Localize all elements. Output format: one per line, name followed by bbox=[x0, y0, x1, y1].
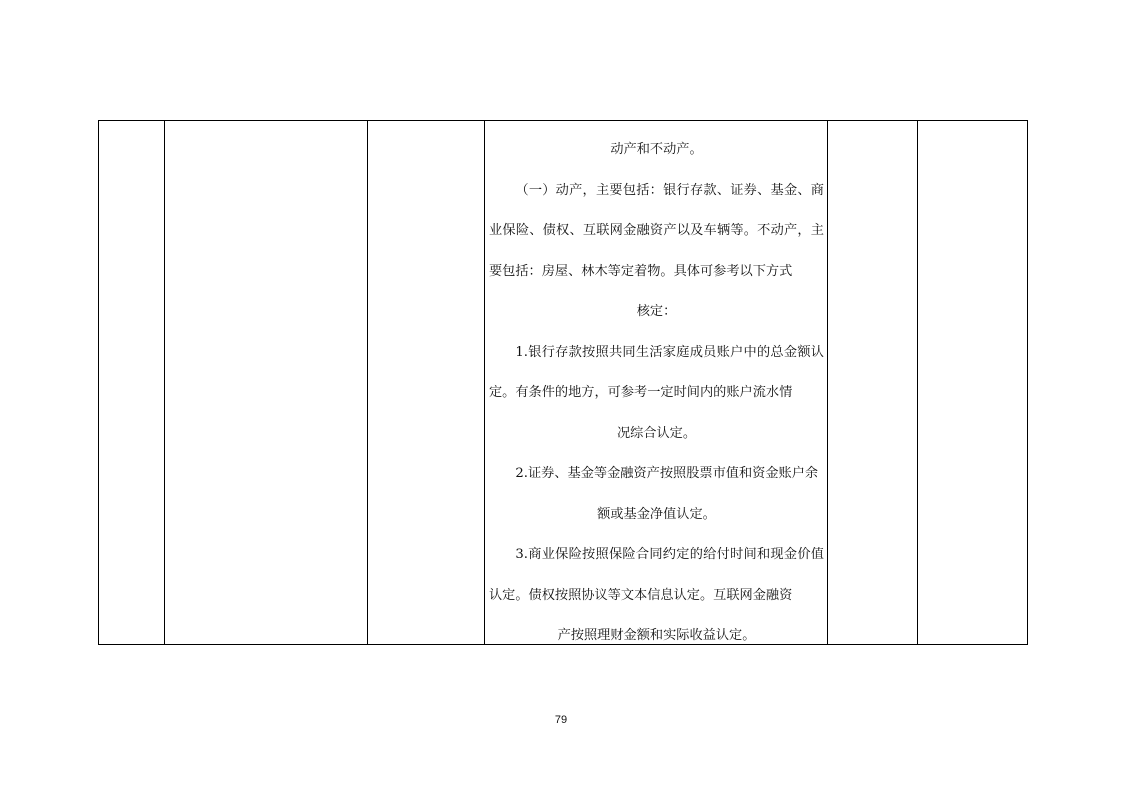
paragraph-verify: 核定： bbox=[636, 304, 677, 319]
document-table bbox=[98, 120, 1028, 645]
table-content-cell bbox=[485, 121, 828, 644]
paragraph-securities-end: 额或基金净值认定。 bbox=[597, 506, 716, 522]
paragraph-securities: 2.证券、基金等金融资产按照股票市值和资金账户余 bbox=[515, 466, 819, 481]
paragraph-movable-property: （一）动产，主要包括：银行存款、证券、基金、商业保险、债权、互联网金融资产以及车辆等。不动产，主要包括：房屋、林木等定着物。具体可参考以下方式 bbox=[489, 182, 824, 279]
paragraph-bank-deposit: 1.银行存款按照共同生活家庭成员账户中的总金额认定。有条件的地方，可参考一定时间内的账户流水情 bbox=[489, 344, 824, 400]
table-column-2 bbox=[165, 121, 368, 644]
paragraph-insurance-end: 产按照理财金额和实际收益认定。 bbox=[557, 628, 756, 643]
table-column-3 bbox=[368, 121, 485, 644]
table-column-5 bbox=[828, 121, 918, 644]
table-column-6 bbox=[918, 121, 1027, 644]
paragraph-continuation: 动产和不动产。 bbox=[610, 142, 703, 157]
paragraph-insurance: 3.商业保险按照保险合同约定的给付时间和现金价值认定。债权按照协议等文本信息认定。互联网金融资 bbox=[489, 547, 824, 603]
page-number: 79 bbox=[554, 714, 568, 726]
table-column-1 bbox=[99, 121, 165, 644]
paragraph-bank-deposit-end: 况综合认定。 bbox=[616, 425, 697, 441]
